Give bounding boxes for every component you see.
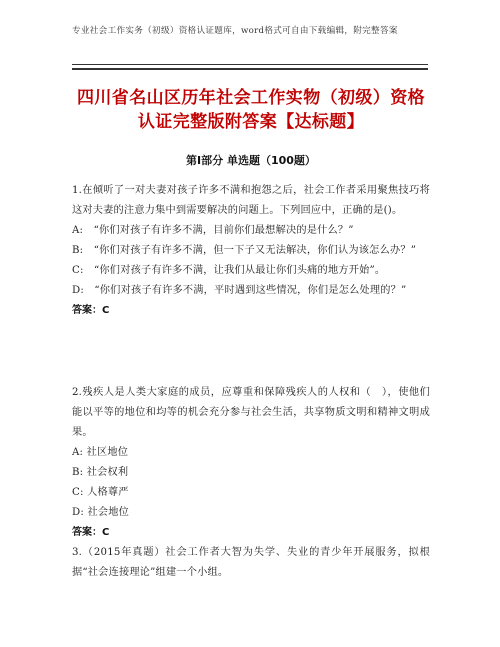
option-b: B: “你们对孩子有许多不满，但一下子又无法解决，你们认为该怎么办？” xyxy=(72,245,417,256)
question-stem: 3.（2015年真题）社会工作者大智为失学、失业的青少年开展服务，拟根据“社会连接理论”组建一个小组。 xyxy=(72,547,430,578)
option-c: C: “你们对孩子有许多不满，让我们从最让你们头痛的地方开始”。 xyxy=(72,265,386,276)
header-note: 专业社会工作实务（初级）资格认证题库，word格式可自由下载编辑，附完整答案 xyxy=(72,26,398,36)
option-b: B: 社会权利 xyxy=(72,467,129,478)
option-a: A: 社区地位 xyxy=(72,447,129,458)
question-stem: 1.在倾听了一对夫妻对孩子许多不满和抱怨之后，社会工作者采用聚焦技巧将这对夫妻的注意力集中到需要解决的问题上。下列回应中，正确的是()。 xyxy=(72,185,430,216)
question-1 xyxy=(72,181,430,321)
question-2 xyxy=(72,383,430,543)
answer-label: 答案：C xyxy=(72,527,110,538)
option-a: A: “你们对孩子有许多不满，目前你们最想解决的是什么？” xyxy=(72,225,354,236)
answer-label: 答案：C xyxy=(72,305,110,316)
header-divider-thin xyxy=(72,64,428,65)
option-d: D: “你们对孩子有许多不满，平时遇到这些情况，你们是怎么处理的？” xyxy=(72,285,407,296)
header-divider-thick xyxy=(72,68,428,70)
question-3 xyxy=(72,543,430,583)
option-d: D: 社会地位 xyxy=(72,507,129,518)
option-c: C: 人格尊严 xyxy=(72,487,129,498)
section-heading: 第Ⅰ部分 单选题（100题） xyxy=(186,154,316,167)
document-title: 四川省名山区历年社会工作实物（初级）资格认证完整版附答案【达标题】 xyxy=(77,88,425,132)
question-stem: 2.残疾人是人类大家庭的成员，应尊重和保障残疾人的人权和（ ），使他们能以平等的地位和均等的机会充分参与社会生活，共享物质文明和精神文明成果。 xyxy=(72,387,430,438)
